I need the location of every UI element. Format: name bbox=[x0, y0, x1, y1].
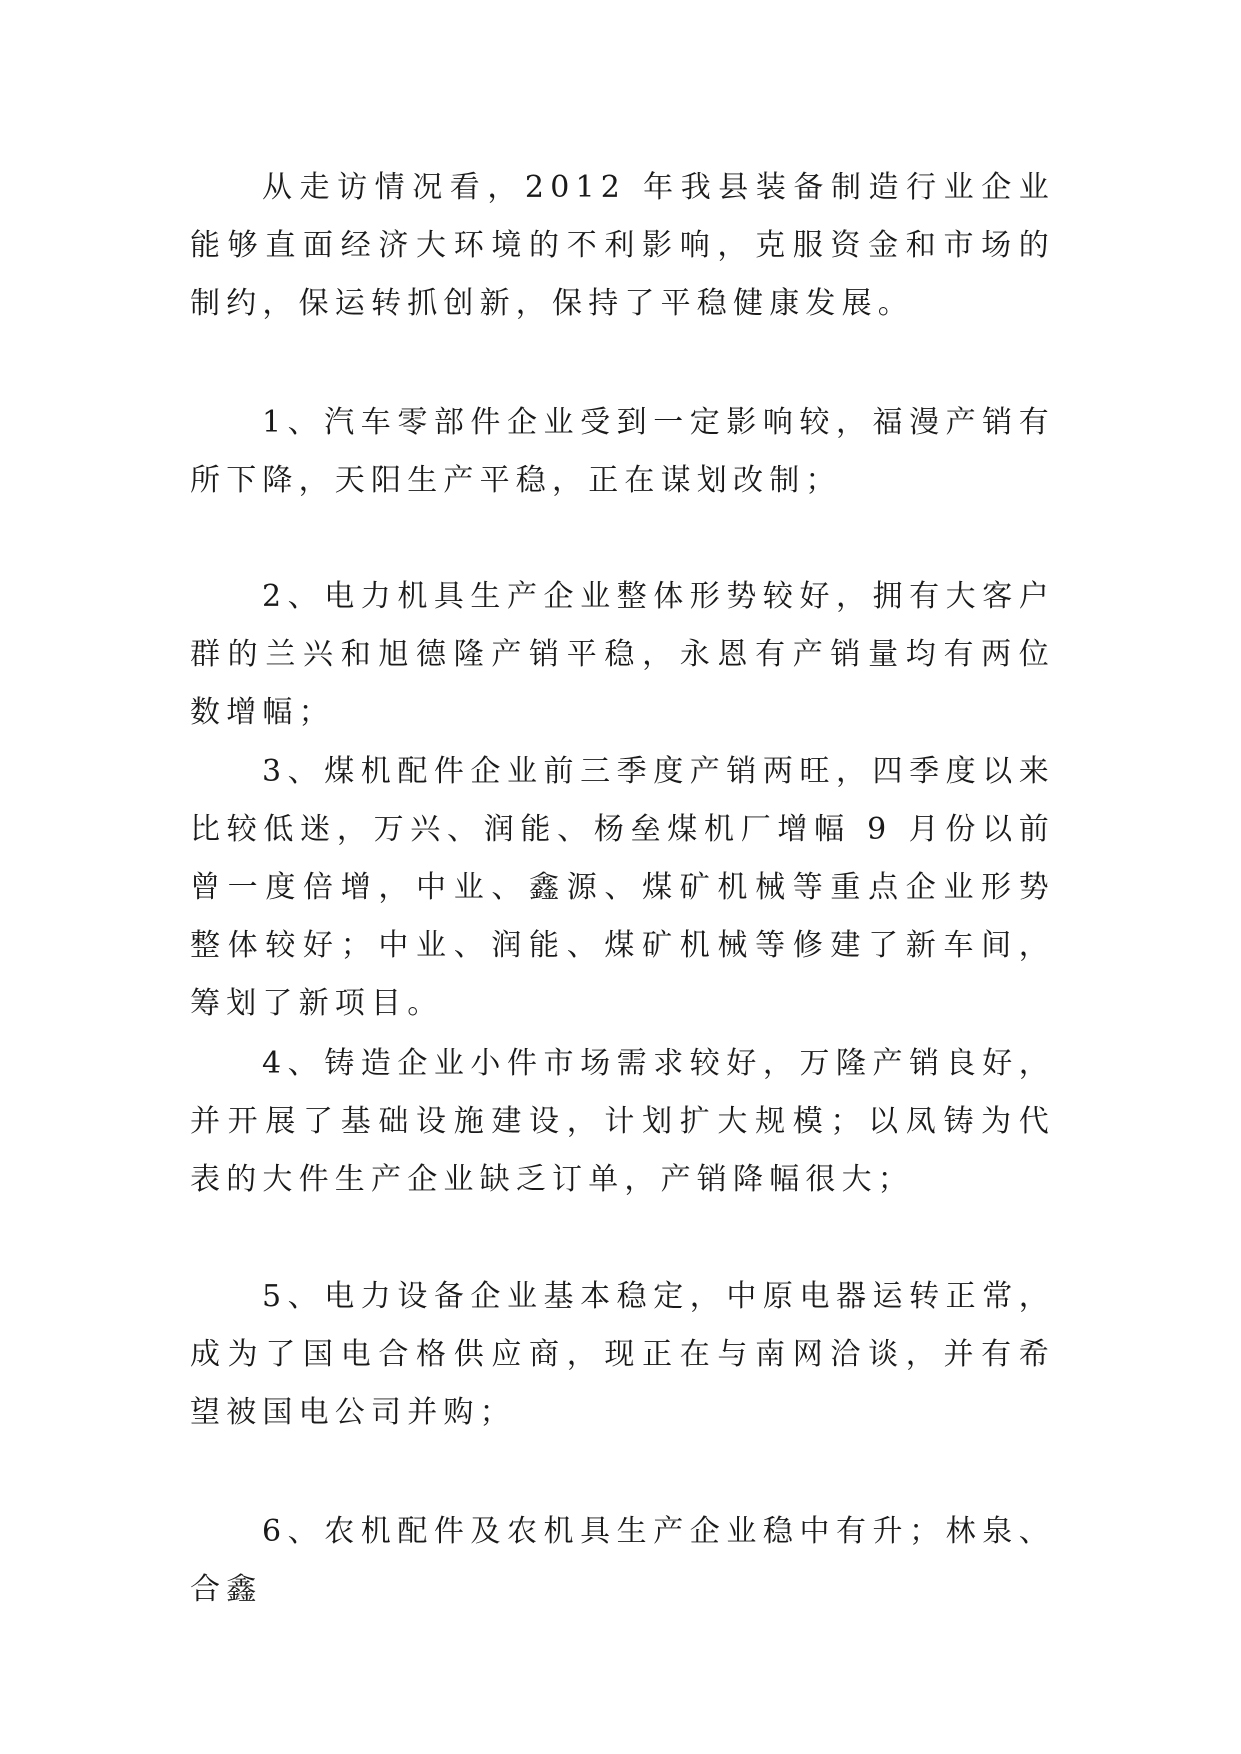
paragraph-item-6: 6、农机配件及农机具生产企业稳中有升；林泉、合鑫 bbox=[190, 1514, 1055, 1607]
paragraph-item-3: 3、煤机配件企业前三季度产销两旺，四季度以来比较低迷，万兴、润能、杨垒煤机厂增幅 9 月份以前曾一度倍增，中业、鑫源、煤矿机械等重点企业形势整体较好；中业、润能、煤矿机械等修建了新车间，筹划了新项目。 bbox=[190, 754, 1055, 1021]
paragraph-item-2: 2、电力机具生产企业整体形势较好，拥有大客户群的兰兴和旭德隆产销平稳，永恩有产销量均有两位数增幅； bbox=[190, 579, 1055, 730]
paragraph-intro: 从走访情况看，2012 年我县装备制造行业企业能够直面经济大环境的不利影响，克服资金和市场的制约，保运转抓创新，保持了平稳健康发展。 bbox=[190, 170, 1055, 321]
paragraph-item-4: 4、铸造企业小件市场需求较好，万隆产销良好，并开展了基础设施建设，计划扩大规模；以凤铸为代表的大件生产企业缺乏订单，产销降幅很大； bbox=[190, 1046, 1055, 1197]
paragraph-item-1: 1、汽车零部件企业受到一定影响较，福漫产销有所下降，天阳生产平稳，正在谋划改制； bbox=[190, 405, 1055, 498]
paragraph-item-5: 5、电力设备企业基本稳定，中原电器运转正常，成为了国电合格供应商，现正在与南网洽谈，并有希望被国电公司并购； bbox=[190, 1279, 1055, 1430]
